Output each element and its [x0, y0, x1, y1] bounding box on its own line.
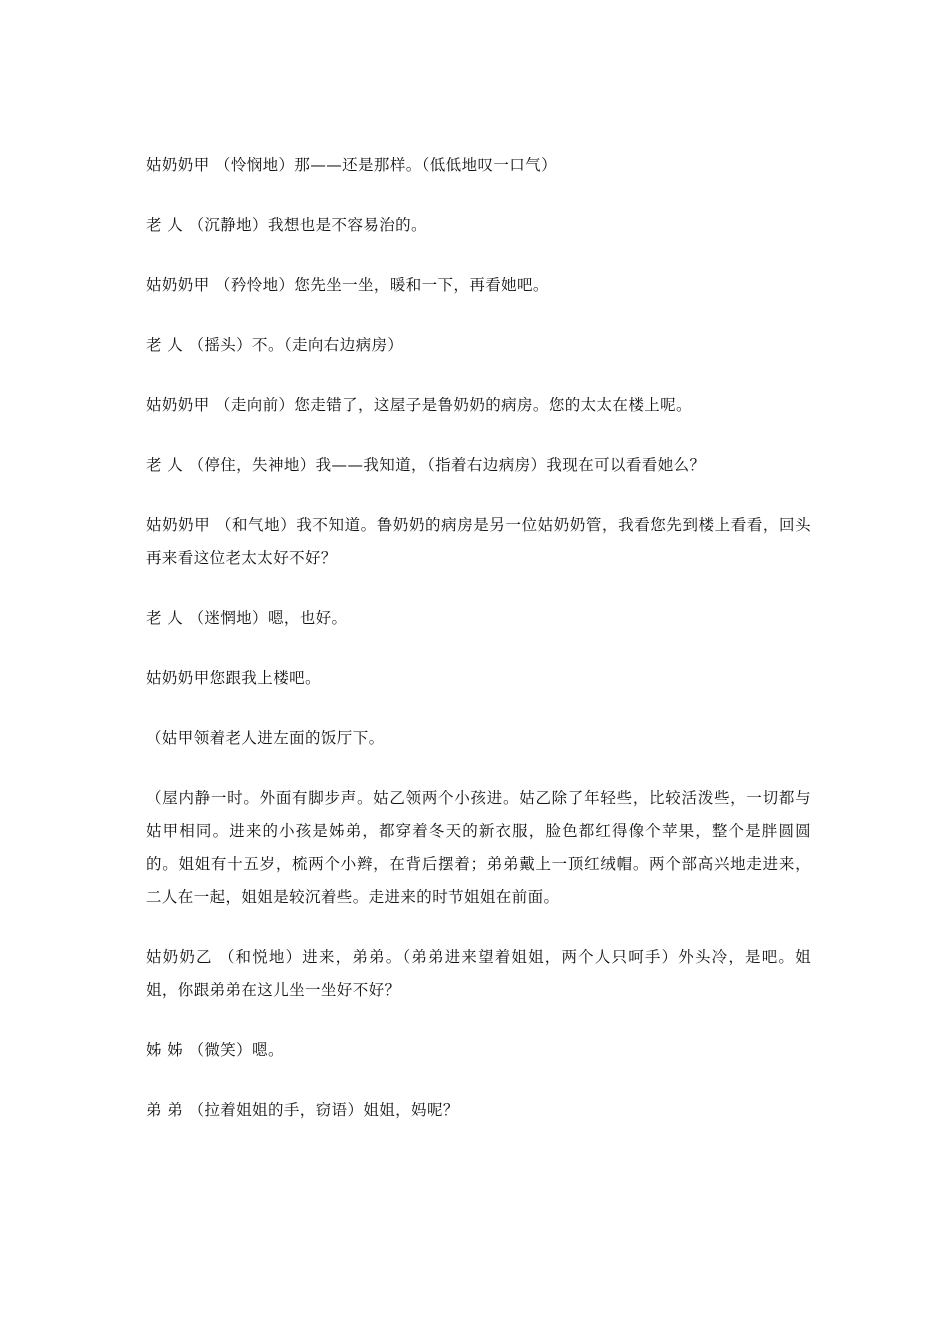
stage-direction: （屋内静一时。外面有脚步声。姑乙领两个小孩进。姑乙除了年轻些，比较活泼些，一切都与姑甲相同。进来的小孩是姊弟，都穿着冬天的新衣服，脸色都红得像个苹果，整个是胖圆圆的。姐姐有十五岁，梳两个小辫，在背后摆着；弟弟戴上一顶红绒帽。两个部高兴地走进来，二人在一起，姐姐是较沉着些。走进来的时节姐姐在前面。	[146, 789, 811, 906]
dialogue-line: 姑奶奶甲 （矜怜地）您先坐一坐，暖和一下，再看她吧。	[146, 276, 549, 294]
stage-direction: （姑甲领着老人进左面的饭厅下。	[146, 729, 385, 747]
dialogue-line: 姊 姊 （微笑）嗯。	[146, 1041, 284, 1059]
dialogue-line: 老 人 （摇头）不。（走向右边病房）	[146, 336, 404, 354]
dialogue-line: 老 人 （沉静地）我想也是不容易治的。	[146, 216, 427, 234]
dialogue-line: 姑奶奶甲您跟我上楼吧。	[146, 669, 321, 687]
script-text	[146, 149, 811, 1154]
dialogue-line: 姑奶奶甲 （怜悯地）那——还是那样。（低低地叹一口气）	[146, 156, 557, 174]
dialogue-line: 老 人 （停住，失神地）我——我知道，（指着右边病房）我现在可以看看她么？	[146, 456, 706, 474]
dialogue-line: 弟 弟 （拉着姐姐的手，窃语）姐姐，妈呢？	[146, 1101, 459, 1119]
dialogue-line: 姑奶奶乙 （和悦地）进来，弟弟。（弟弟进来望着姐姐，两个人只呵手）外头冷，是吧。姐姐，你跟弟弟在这儿坐一坐好不好？	[146, 948, 811, 999]
dialogue-line: 姑奶奶甲 （和气地）我不知道。鲁奶奶的病房是另一位姑奶奶管，我看您先到楼上看看，回头再来看这位老太太好不好？	[146, 516, 811, 567]
dialogue-line: 姑奶奶甲 （走向前）您走错了，这屋子是鲁奶奶的病房。您的太太在楼上呢。	[146, 396, 692, 414]
dialogue-line: 老 人 （迷惘地）嗯，也好。	[146, 609, 348, 627]
